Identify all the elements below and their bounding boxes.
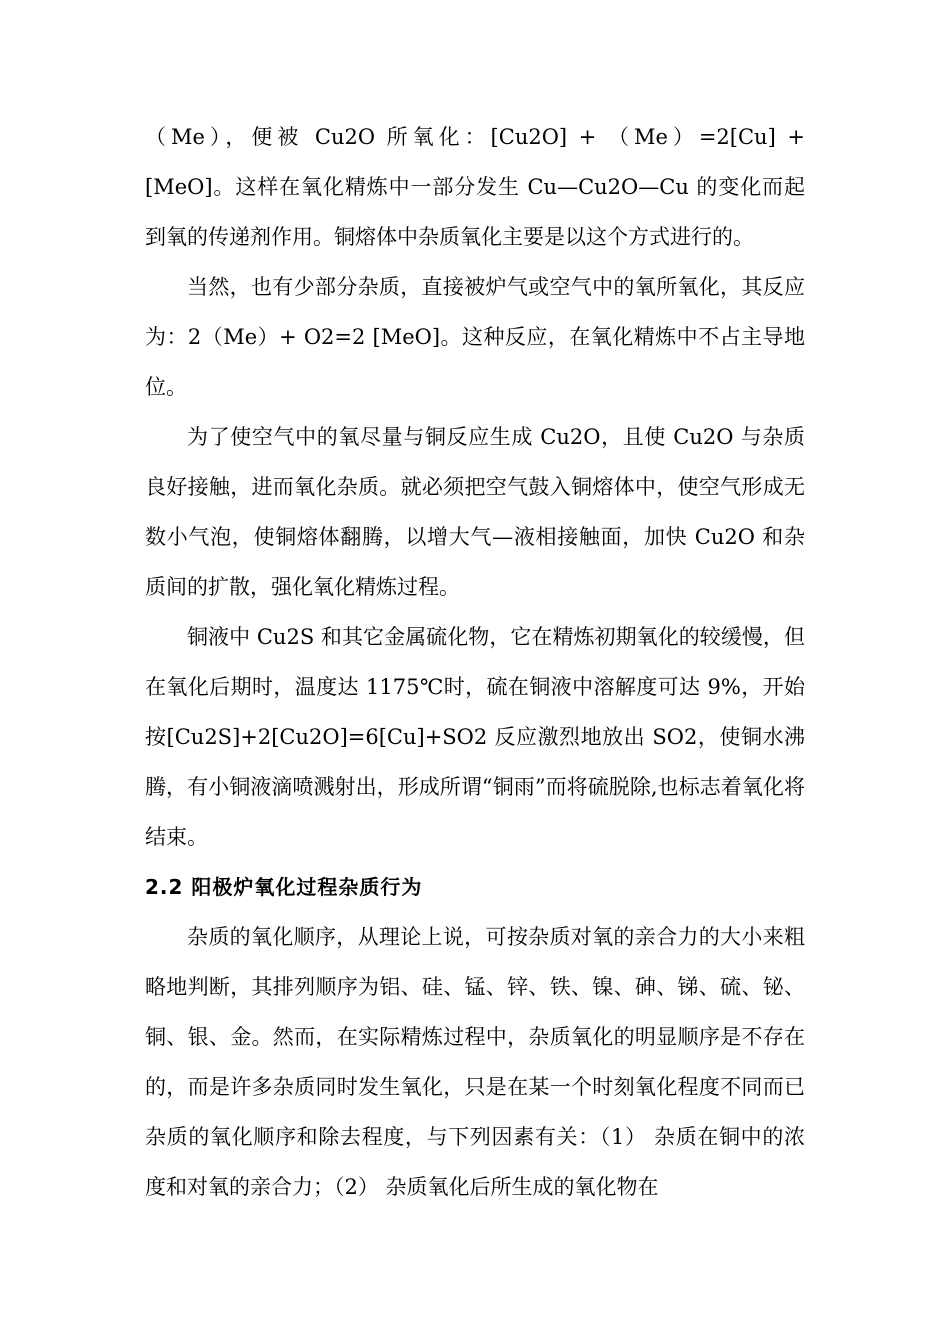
paragraph-air-blowing: 为了使空气中的氧尽量与铜反应生成 Cu2O，且使 Cu2O 与杂质良好接触，进而氧化杂质。就必须把空气鼓入铜熔体中，使空气形成无数小气泡，使铜熔体翻腾，以增大气—液相接触面，加快 Cu2O 和杂质间的扩散，强化氧化精炼过程。 bbox=[145, 425, 805, 599]
document-page bbox=[145, 112, 805, 1212]
section-heading: 2.2 阳极炉氧化过程杂质行为 bbox=[145, 875, 423, 899]
paragraph-impurity-order: 杂质的氧化顺序，从理论上说，可按杂质对氧的亲合力的大小来粗略地判断，其排列顺序为铝、硅、锰、锌、铁、镍、砷、锑、硫、铋、铜、银、金。然而，在实际精炼过程中，杂质氧化的明显顺序是不存在的，而是许多杂质同时发生氧化，只是在某一个时刻氧化程度不同而已杂质的氧化顺序和除去程度，与下列因素有关：（1） 杂质在铜中的浓度和对氧的亲合力；（2） 杂质氧化后所生成的氧化物在 bbox=[145, 925, 805, 1199]
paragraph-continued: （Me），便被 Cu2O 所氧化：[Cu2O] + （Me）=2[Cu] + [MeO]。这样在氧化精炼中一部分发生 Cu—Cu2O—Cu 的变化而起到氧的传递剂作用。铜熔体中杂质氧化主要是以这个方式进行的。 bbox=[145, 125, 805, 249]
paragraph-direct-oxidation: 当然，也有少部分杂质，直接被炉气或空气中的氧所氧化，其反应为：2（Me）+ O2=2 [MeO]。这种反应，在氧化精炼中不占主导地位。 bbox=[145, 275, 805, 399]
paragraph-sulfide-oxidation: 铜液中 Cu2S 和其它金属硫化物，它在精炼初期氧化的较缓慢，但在氧化后期时，温度达 1175℃时，硫在铜液中溶解度可达 9%，开始按[Cu2S]+2[Cu2O]=6[Cu]+SO2 反应激烈地放出 SO2，使铜水沸腾，有小铜液滴喷溅射出，形成所谓“铜雨”而将硫脱除,也标志着氧化将结束。 bbox=[145, 625, 805, 849]
